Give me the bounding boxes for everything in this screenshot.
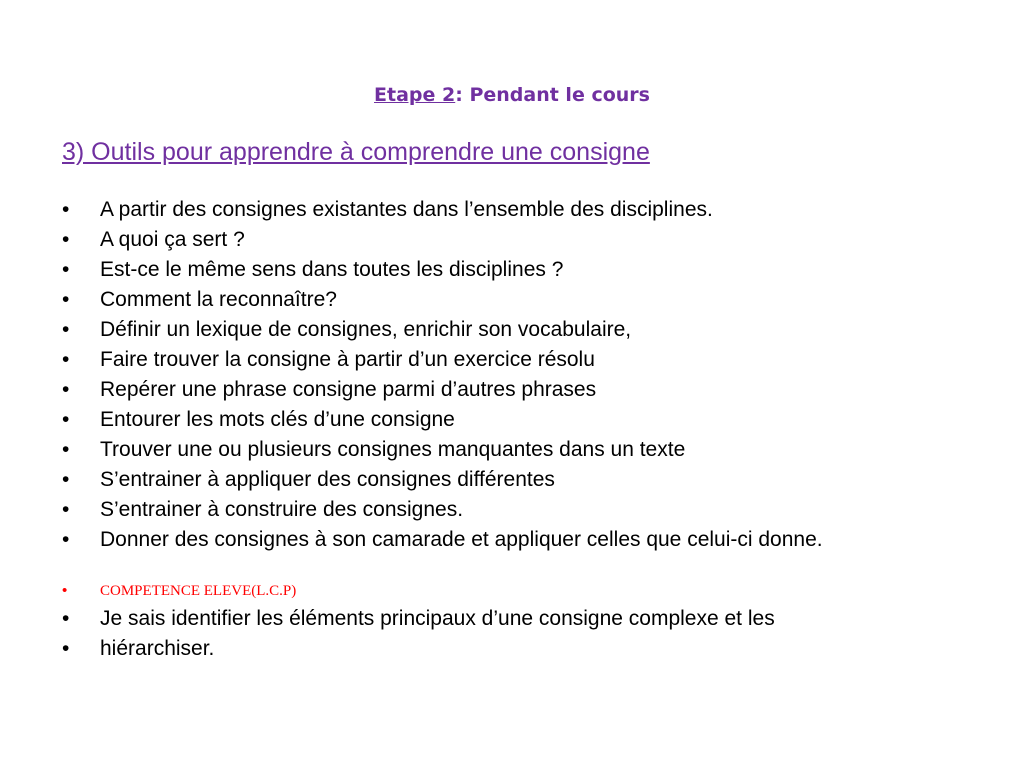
bullet-item	[62, 318, 962, 341]
bullet-item	[62, 228, 962, 251]
bullet-item	[62, 528, 962, 551]
title-rest: : Pendant le cours	[455, 84, 650, 106]
bullet-text: S’entrainer à appliquer des consignes différentes	[100, 468, 555, 491]
competence-label-text: COMPETENCE ELEVE(L.C.P)	[100, 583, 297, 599]
bullet-item	[62, 378, 962, 401]
bullet-text: Est-ce le même sens dans toutes les disciplines ?	[100, 258, 564, 281]
bullet-item	[62, 408, 962, 431]
bullet-text: S’entrainer à construire des consignes.	[100, 498, 464, 521]
bullet-dot: •	[62, 198, 70, 221]
bullet-dot: •	[62, 438, 70, 461]
bullet-dot: •	[62, 318, 70, 341]
bullet-item	[62, 438, 962, 461]
bullet-text: A partir des consignes existantes dans l’ensemble des disciplines.	[100, 198, 713, 221]
bullet-text: Faire trouver la consigne à partir d’un exercice résolu	[100, 348, 595, 371]
competence-item	[62, 607, 962, 630]
competence-label	[62, 581, 962, 601]
bullet-item	[62, 498, 962, 521]
bullet-text: Trouver une ou plusieurs consignes manquantes dans un texte	[100, 438, 686, 461]
bullet-dot: •	[62, 468, 70, 491]
bullet-item	[62, 348, 962, 371]
bullet-text: A quoi ça sert ?	[100, 228, 245, 251]
title-step: Etape 2	[374, 84, 456, 106]
bullet-dot: •	[62, 408, 70, 431]
bullet-dot: •	[62, 607, 70, 630]
bullet-text: Donner des consignes à son camarade et appliquer celles que celui-ci donne.	[100, 528, 823, 551]
bullet-dot: •	[62, 258, 70, 281]
competence-text: Je sais identifier les éléments principaux d’une consigne complexe et les	[100, 607, 775, 630]
bullet-list	[62, 198, 962, 667]
bullet-text: Définir un lexique de consignes, enrichir son vocabulaire,	[100, 318, 632, 341]
bullet-text: Repérer une phrase consigne parmi d’autres phrases	[100, 378, 597, 401]
bullet-item	[62, 468, 962, 491]
competence-text: hiérarchiser.	[100, 637, 215, 660]
bullet-dot: •	[62, 228, 70, 251]
bullet-dot: •	[62, 378, 70, 401]
bullet-dot: •	[62, 288, 70, 311]
competence-item	[62, 637, 962, 660]
bullet-text: Entourer les mots clés d’une consigne	[100, 408, 455, 431]
bullet-dot: •	[62, 498, 70, 521]
bullet-dot: •	[62, 582, 68, 599]
bullet-dot: •	[62, 348, 70, 371]
bullet-text: Comment la reconnaître?	[100, 288, 337, 311]
bullet-dot: •	[62, 637, 70, 660]
bullet-item	[62, 288, 962, 311]
bullet-item	[62, 258, 962, 281]
section-heading: 3) Outils pour apprendre à comprendre une consigne	[62, 138, 650, 166]
bullet-item	[62, 198, 962, 221]
slide-title	[0, 82, 1024, 108]
bullet-dot: •	[62, 528, 70, 551]
